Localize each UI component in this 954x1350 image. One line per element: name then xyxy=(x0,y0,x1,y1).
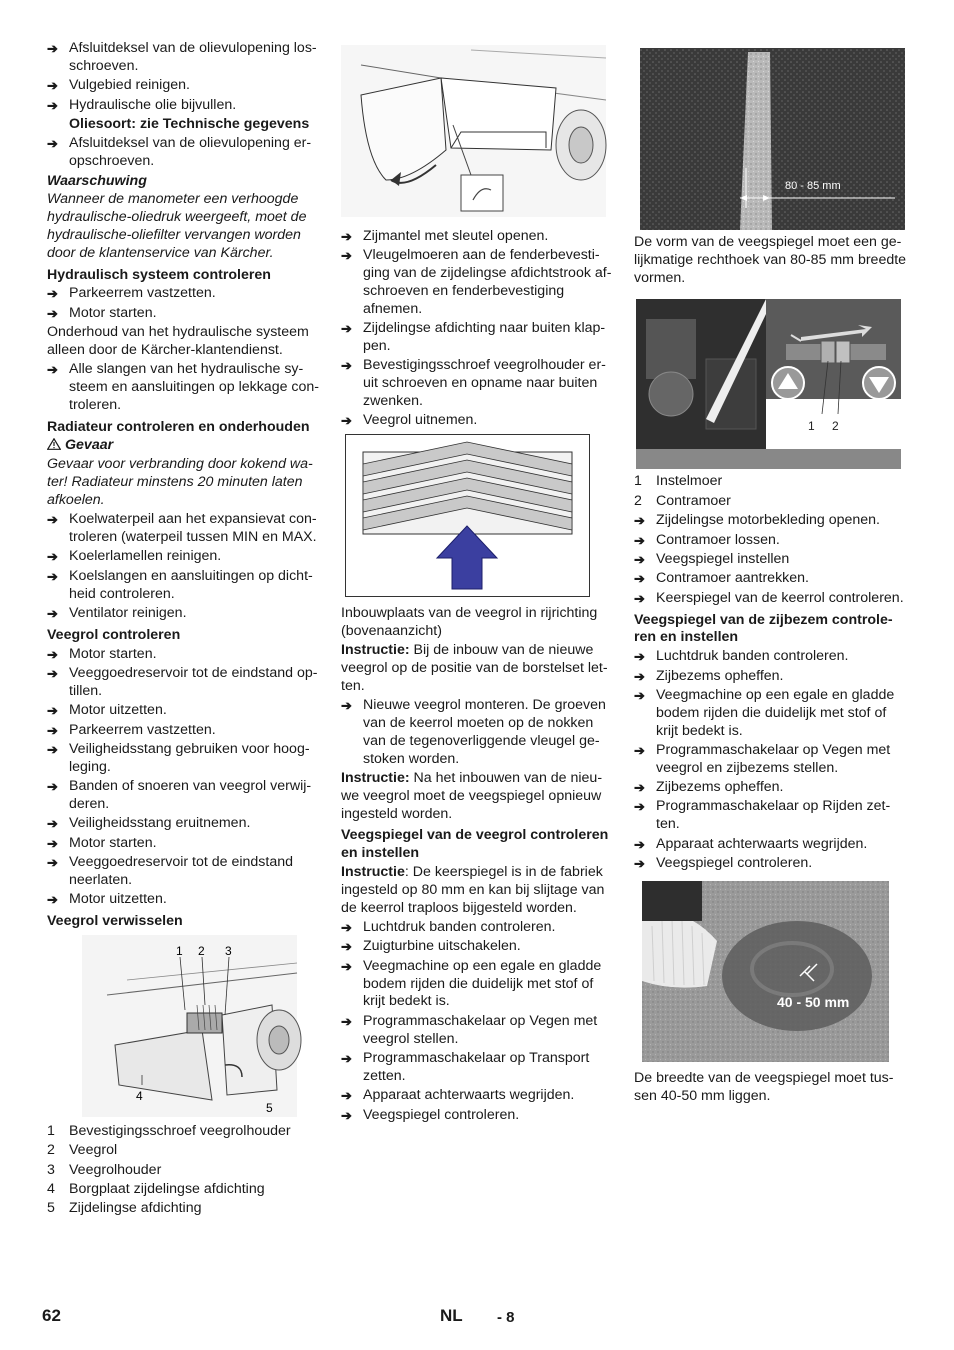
section-heading: Hydraulisch systeem controleren xyxy=(47,266,271,283)
paragraph: Onderhoud van het hydraulische systeem alleen door de Kärcher-klantendienst. xyxy=(47,324,309,358)
arrow-icon xyxy=(634,687,650,706)
list-item: ➔ Motor starten. xyxy=(47,646,322,664)
language-code: NL xyxy=(440,1306,463,1325)
side-broom-photo xyxy=(642,881,889,1062)
list-item: ➔ Afsluitdeksel van de olievulopening los-schroeven. xyxy=(47,40,322,76)
list-item: ➔ Programmaschakelaar op Vegen met veegrol en zijbezems stellen. xyxy=(634,742,909,778)
section-heading: Radiateur controleren en onderhouden xyxy=(47,418,310,435)
list-item: ➔ Programmaschakelaar op Transport zetten. xyxy=(341,1050,616,1086)
warning-text: Wanneer de manometer een verhoogde hydraulische-oliedruk weergeeft, moet de hydraulische-oliefilter vervangen worden door de klantenservice van Kärcher. xyxy=(47,191,307,261)
list-item: ➔ Luchtdruk banden controleren. xyxy=(341,919,616,937)
arrow-icon xyxy=(47,741,63,760)
arrow-icon xyxy=(47,891,63,910)
list-item: ➔ Parkeerrem vastzetten. xyxy=(47,285,322,303)
figure-caption: De breedte van de veegspiegel moet tus-sen 40-50 mm liggen. xyxy=(634,1069,894,1104)
arrow-icon xyxy=(47,854,63,873)
danger-title: Gevaar xyxy=(47,437,322,455)
arrow-icon xyxy=(634,798,650,817)
list-item: ➔ Veeggoedreservoir tot de eindstand neerlaten. xyxy=(47,854,322,890)
roller-holder-drawing xyxy=(47,935,322,1117)
arrow-icon xyxy=(47,40,63,59)
list-item: ➔ Contramoer aantrekken. xyxy=(634,570,909,588)
list-item: ➔ Veegspiegel controleren. xyxy=(341,1107,616,1125)
list-item: ➔ Motor uitzetten. xyxy=(47,702,322,720)
list-item: ➔ Koelslangen en aansluitingen op dicht-heid controleren. xyxy=(47,568,322,604)
list-item: ➔ Apparaat achterwaarts wegrijden. xyxy=(634,836,909,854)
legend-item: 2 Veegrol xyxy=(47,1142,118,1159)
arrow-icon xyxy=(47,605,63,624)
arrow-icon xyxy=(341,320,357,339)
legend-item: 3 Veegrolhouder xyxy=(47,1161,162,1178)
arrow-icon xyxy=(341,697,357,716)
arrow-icon xyxy=(634,648,650,667)
instruction: Instructie: De keerspiegel is in de fabriek ingesteld op 80 mm en kan bij slijtage van de keerrol traploos bijgesteld worden. xyxy=(341,864,605,916)
list-item: ➔ Veiligheidsstang gebruiken voor hoog-leging. xyxy=(47,741,322,777)
arrow-icon xyxy=(341,357,357,376)
list-item: ➔ Zuigturbine uitschakelen. xyxy=(341,938,616,956)
arrow-icon xyxy=(341,919,357,938)
arrow-icon xyxy=(341,228,357,247)
arrow-icon xyxy=(47,361,63,380)
arrow-icon xyxy=(634,532,650,551)
figure-legend xyxy=(634,473,909,510)
list-item: ➔ Parkeerrem vastzetten. xyxy=(47,722,322,740)
adjust-nut-image xyxy=(636,299,901,469)
arrow-icon xyxy=(634,570,650,589)
arrow-icon xyxy=(634,855,650,874)
list-item: ➔ Programmaschakelaar op Rijden zet-ten. xyxy=(634,798,909,834)
arrow-icon xyxy=(341,1013,357,1032)
list-item: ➔ Nieuwe veegrol monteren. De groeven van de keerrol moeten op de nokken van de tegenoverliggende vleugel ge-stoken worden. xyxy=(341,697,616,768)
figure-caption: De vorm van de veegspiegel moet een ge-lijkmatige rechthoek van 80-85 mm breedte vormen. xyxy=(634,234,907,286)
list-item: ➔ Zijdelingse afdichting naar buiten klap-pen. xyxy=(341,320,616,356)
danger-text: Gevaar voor verbranding door kokend wa-ter! Radiateur minstens 20 minuten laten afkoelen. xyxy=(47,456,313,508)
arrow-icon xyxy=(341,938,357,957)
arrow-icon xyxy=(634,668,650,687)
roller-holder-figure xyxy=(47,935,322,1117)
arrow-icon xyxy=(341,1107,357,1126)
list-item: ➔ Vulgebied reinigen. xyxy=(47,77,322,95)
list-item: ➔ Veegmachine op een egale en gladde bodem rijden die duidelijk met stof of krijt bedekt is. xyxy=(634,687,909,740)
arrow-icon xyxy=(47,305,63,324)
arrow-icon xyxy=(47,778,63,797)
list-item: ➔ Keerspiegel van de keerrol controleren. xyxy=(634,590,909,608)
arrow-icon xyxy=(47,97,63,116)
legend-item: 5 Zijdelingse afdichting xyxy=(47,1200,202,1217)
roller-position-figure xyxy=(345,434,590,597)
figure-label-2: 2 xyxy=(198,943,205,958)
list-item: ➔ Banden of snoeren van veegrol verwij-deren. xyxy=(47,778,322,814)
sweep-pattern-image xyxy=(640,48,905,230)
arrow-icon xyxy=(634,590,650,609)
section-heading: Veegrol verwisselen xyxy=(47,913,183,930)
list-item: ➔ Zijdelingse motorbekleding openen. xyxy=(634,512,909,530)
arrow-icon xyxy=(47,511,63,530)
column-1 xyxy=(47,40,322,1220)
legend-item: 1 Instelmoer xyxy=(634,473,723,490)
list-item: ➔ Veiligheidsstang eruitnemen. xyxy=(47,815,322,833)
list-item: ➔ Vleugelmoeren aan de fenderbevesti-ging van de zijdelingse afdichtstrook af-schroeven en fenderbevestiging afnemen. xyxy=(341,247,616,318)
broom-width-label: 40 - 50 mm xyxy=(777,993,850,1010)
arrow-icon xyxy=(47,722,63,741)
list-item: ➔ Luchtdruk banden controleren. xyxy=(634,648,909,666)
warning-triangle-icon xyxy=(47,438,61,450)
arrow-icon xyxy=(634,551,650,570)
step-list xyxy=(47,40,322,114)
legend-item: 2 Contramoer xyxy=(634,492,731,509)
section-page: - 8 xyxy=(497,1309,515,1326)
list-item: ➔ Afsluitdeksel van de olievulopening er-opschroeven. xyxy=(47,135,322,171)
figure-label-4: 4 xyxy=(136,1088,143,1103)
column-2 xyxy=(341,40,616,1126)
instruction: Instructie: Na het inbouwen van de nieu-we veegrol moet de veegspiegel opnieuw ingesteld worden. xyxy=(341,770,603,822)
list-item: ➔ Veegrol uitnemen. xyxy=(341,412,616,430)
section-heading: Veegspiegel van de zijbezem controle-ren en instellen xyxy=(634,611,893,646)
adjust-nut-photo xyxy=(636,299,901,469)
list-item: ➔ Zijbezems opheffen. xyxy=(634,668,909,686)
arrow-icon xyxy=(47,815,63,834)
arrow-icon xyxy=(47,135,63,154)
list-item: ➔ Koelerlamellen reinigen. xyxy=(47,548,322,566)
list-item: ➔ Alle slangen van het hydraulische sy-steem en aansluitingen op lekkage con-troleren. xyxy=(47,361,322,414)
list-item: ➔ Veegspiegel instellen xyxy=(634,551,909,569)
list-item: ➔ Motor starten. xyxy=(47,835,322,853)
side-broom-image xyxy=(642,881,889,1062)
side-panel-drawing xyxy=(341,40,611,220)
arrow-icon xyxy=(341,412,357,431)
figure-caption: Inbouwplaats van de veegrol in rijrichting (bovenaanzicht) xyxy=(341,605,598,639)
arrow-icon xyxy=(341,1050,357,1069)
list-item: ➔ Bevestigingsschroef veegrolhouder er-uit schroeven en opname naar buiten zwenken. xyxy=(341,357,616,410)
photo-label-1: 1 xyxy=(808,419,815,434)
arrow-icon xyxy=(47,702,63,721)
arrow-icon xyxy=(634,512,650,531)
column-3 xyxy=(634,40,909,1107)
figure-label-1: 1 xyxy=(176,943,183,958)
arrow-icon xyxy=(47,285,63,304)
arrow-icon xyxy=(341,958,357,977)
arrow-icon xyxy=(341,1087,357,1106)
list-item: ➔ Zijmantel met sleutel openen. xyxy=(341,228,616,246)
list-item: ➔ Veeggoedreservoir tot de eindstand op-tillen. xyxy=(47,665,322,701)
figure-label-3: 3 xyxy=(225,943,232,958)
arrow-icon xyxy=(47,835,63,854)
sweep-width-label: 80 - 85 mm xyxy=(785,180,841,192)
arrow-icon xyxy=(47,77,63,96)
page-number: 62 xyxy=(42,1306,61,1325)
arrow-icon xyxy=(341,247,357,266)
list-item: ➔ Motor starten. xyxy=(47,305,322,323)
list-item: ➔ Apparaat achterwaarts wegrijden. xyxy=(341,1087,616,1105)
roller-topview-drawing xyxy=(345,434,590,597)
list-item: ➔ Veegmachine op een egale en gladde bodem rijden die duidelijk met stof of krijt bedekt is. xyxy=(341,958,616,1011)
arrow-icon xyxy=(634,779,650,798)
arrow-icon xyxy=(634,742,650,761)
arrow-icon xyxy=(634,836,650,855)
warning-title: Waarschuwing xyxy=(47,172,147,189)
sweep-pattern-photo xyxy=(640,48,905,230)
arrow-icon xyxy=(47,568,63,587)
list-item: ➔ Zijbezems opheffen. xyxy=(634,779,909,797)
legend-item: 4 Borgplaat zijdelingse afdichting xyxy=(47,1181,265,1198)
legend-item: 1 Bevestigingsschroef veegrolhouder xyxy=(47,1122,291,1139)
list-item: ➔ Ventilator reinigen. xyxy=(47,605,322,623)
arrow-icon xyxy=(47,665,63,684)
oil-type-note: Oliesoort: zie Technische gegevens xyxy=(69,115,310,132)
list-item: ➔ Veegspiegel controleren. xyxy=(634,855,909,873)
list-item: ➔ Motor uitzetten. xyxy=(47,891,322,909)
side-panel-figure xyxy=(341,40,611,220)
section-heading: Veegrol controleren xyxy=(47,626,181,643)
list-item: ➔ Contramoer lossen. xyxy=(634,532,909,550)
photo-label-2: 2 xyxy=(832,419,839,434)
arrow-icon xyxy=(47,646,63,665)
figure-legend xyxy=(47,1123,322,1218)
instruction: Instructie: Bij de inbouw van de nieuwe veegrol op de positie van de borstelset let-ten. xyxy=(341,642,608,694)
list-item: ➔ Programmaschakelaar op Vegen met veegrol stellen. xyxy=(341,1013,616,1049)
list-item: ➔ Hydraulische olie bijvullen. xyxy=(47,97,322,115)
list-item: ➔ Koelwaterpeil aan het expansievat con-troleren (waterpeil tussen MIN en MAX. xyxy=(47,511,322,547)
section-heading: Veegspiegel van de veegrol controleren en instellen xyxy=(341,827,609,862)
figure-label-5: 5 xyxy=(266,1100,273,1115)
arrow-icon xyxy=(47,548,63,567)
